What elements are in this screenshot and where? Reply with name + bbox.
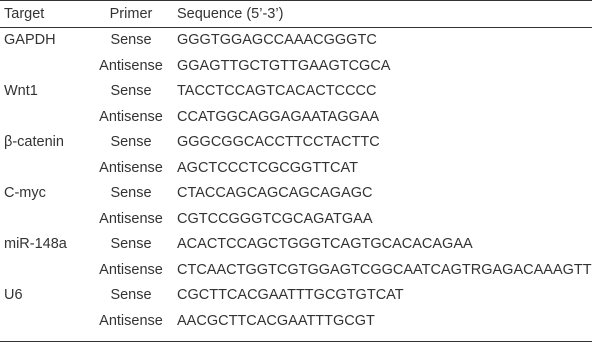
header-target: Target [4, 6, 45, 22]
target-cell: C-myc [4, 185, 46, 201]
primer-cell: Antisense [99, 261, 163, 278]
primer-cell: Sense [110, 32, 152, 48]
sequence-cell: CTCAACTGGTCGTGGAGTCGGCAATCAGTRGAGACAAAGTT [177, 261, 592, 278]
sequence-cell: AGCTCCCTCGCGGTTCAT [177, 159, 358, 176]
primer-cell: Sense [110, 185, 152, 201]
table-row [0, 309, 592, 335]
target-cell: Wnt1 [4, 83, 38, 99]
table-row [0, 79, 592, 105]
table-row [0, 181, 592, 207]
primer-cell: Antisense [99, 108, 163, 125]
table-row [0, 156, 592, 182]
sequence-cell: CTACCAGCAGCAGCAGAGC [177, 185, 373, 201]
sequence-cell: CGTCCGGGTCGCAGATGAA [177, 210, 373, 227]
sequence-cell: AACGCTTCACGAATTTGCGT [177, 312, 375, 329]
table-row [0, 283, 592, 309]
sequence-cell: TACCTCCAGTCACACTCCCC [177, 83, 377, 99]
sequence-cell: CCATGGCAGGAGAATAGGAA [177, 108, 380, 125]
table-row [0, 28, 592, 54]
target-cell: miR-148a [4, 236, 67, 252]
table-row [0, 105, 592, 131]
target-cell: β-catenin [4, 134, 64, 150]
primer-cell: Sense [110, 236, 152, 252]
table-row [0, 232, 592, 258]
sequence-cell: GGAGTTGCTGTTGAAGTCGCA [177, 57, 391, 74]
primer-cell: Sense [110, 287, 152, 303]
sequence-cell: ACACTCCAGCTGGGTCAGTGCACACAGAA [177, 236, 473, 252]
table-row [0, 54, 592, 80]
table-row [0, 207, 592, 233]
primer-cell: Antisense [99, 57, 163, 74]
header-primer: Primer [109, 6, 153, 22]
target-cell: GAPDH [4, 32, 56, 48]
primer-cell: Antisense [99, 312, 163, 329]
table-row [0, 130, 592, 156]
sequence-cell: GGGTGGAGCCAAACGGGTC [177, 32, 377, 48]
primer-cell: Sense [110, 134, 152, 150]
table-bottom-rule [0, 341, 592, 342]
primer-cell: Antisense [99, 159, 163, 176]
header-sequence: Sequence (5’-3’) [177, 6, 284, 22]
table-header-row [0, 1, 592, 27]
primer-cell: Sense [110, 83, 152, 99]
primer-cell: Antisense [99, 210, 163, 227]
sequence-cell: CGCTTCACGAATTTGCGTGTCAT [177, 287, 404, 303]
target-cell: U6 [4, 287, 23, 303]
table-row [0, 258, 592, 284]
sequence-cell: GGGCGGCACCTTCCTACTTC [177, 134, 380, 150]
